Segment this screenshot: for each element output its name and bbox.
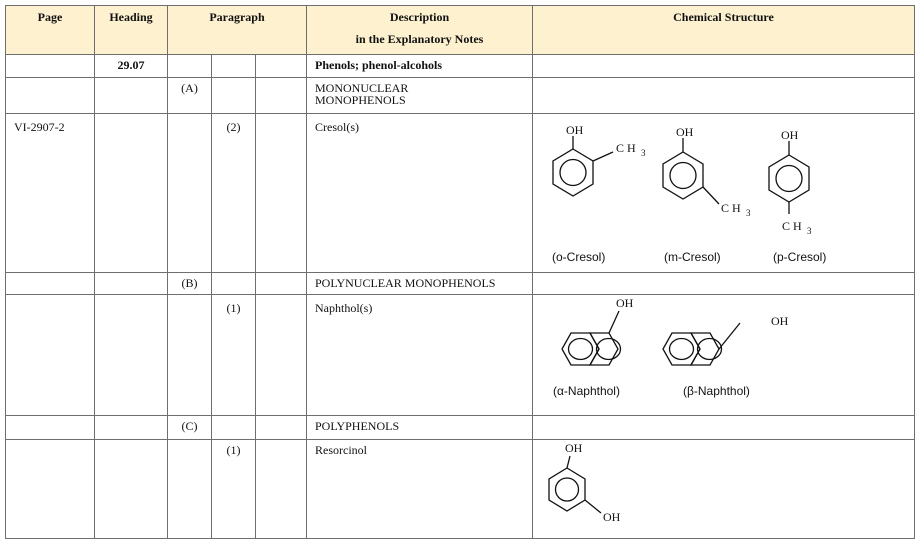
p-cresol-caption: (p-Cresol) [773, 250, 827, 264]
page-cell [6, 295, 95, 416]
structure-cell [533, 78, 915, 114]
structure-cell [533, 114, 915, 273]
heading-cell [95, 416, 168, 440]
paragraph-cell: (B) [168, 273, 212, 295]
paragraph-cell [168, 55, 212, 78]
table-row [6, 55, 915, 78]
explanatory-notes-table [5, 5, 915, 539]
paragraph-cell: (1) [212, 295, 256, 416]
p-cresol-structure [769, 141, 809, 214]
paragraph-cell [256, 440, 307, 539]
alpha-naphthol-caption: (α-Naphthol) [553, 384, 620, 398]
header-heading: Heading [95, 6, 168, 55]
paragraph-cell [256, 273, 307, 295]
o-cresol-structure [553, 136, 613, 196]
description-cell: POLYNUCLEAR MONOPHENOLS [307, 273, 533, 295]
header-description: Description in the Explanatory Notes [307, 6, 533, 55]
description-cell: POLYPHENOLS [307, 416, 533, 440]
paragraph-cell: (A) [168, 78, 212, 114]
heading-cell [95, 78, 168, 114]
paragraph-cell [212, 273, 256, 295]
paragraph-cell: (2) [212, 114, 256, 273]
paragraph-cell [168, 295, 212, 416]
o-cresol-caption: (o-Cresol) [552, 250, 606, 264]
paragraph-cell [256, 55, 307, 78]
naphthol-structures [533, 295, 913, 411]
table-row [6, 416, 915, 440]
paragraph-cell [256, 78, 307, 114]
heading-cell: 29.07 [95, 55, 168, 78]
heading-cell [95, 295, 168, 416]
structure-cell [533, 440, 915, 539]
structure-cell [533, 416, 915, 440]
page-cell: VI-2907-2 [6, 114, 95, 273]
ch3-label: C H [721, 201, 741, 215]
paragraph-cell [168, 440, 212, 539]
m-cresol-caption: (m-Cresol) [664, 250, 721, 264]
paragraph-cell: (C) [168, 416, 212, 440]
paragraph-cell [256, 416, 307, 440]
paragraph-cell [256, 295, 307, 416]
structure-cell [533, 295, 915, 416]
heading-cell [95, 440, 168, 539]
description-cell: Cresol(s) [307, 114, 533, 273]
page-cell [6, 273, 95, 295]
header-page: Page [6, 6, 95, 55]
alpha-naphthol-structure [562, 311, 621, 365]
paragraph-cell [212, 78, 256, 114]
oh-label: OH [565, 441, 583, 455]
ch3-label: C H [616, 141, 636, 155]
oh-label: OH [616, 296, 634, 310]
beta-naphthol-structure [663, 323, 740, 365]
structure-cell [533, 273, 915, 295]
page-cell [6, 416, 95, 440]
page-cell [6, 78, 95, 114]
page-cell [6, 440, 95, 539]
heading-cell [95, 273, 168, 295]
ch3-subscript: 3 [641, 148, 646, 158]
beta-naphthol-caption: (β-Naphthol) [683, 384, 750, 398]
heading-cell [95, 114, 168, 273]
cresol-structures [533, 114, 913, 268]
header-row [6, 6, 915, 55]
paragraph-cell [212, 416, 256, 440]
description-cell: Resorcinol [307, 440, 533, 539]
table-row [6, 440, 915, 539]
page-cell [6, 55, 95, 78]
oh-label: OH [781, 128, 799, 142]
m-cresol-structure [663, 138, 719, 204]
ch3-subscript: 3 [807, 226, 812, 236]
oh-label: OH [566, 123, 584, 137]
header-paragraph: Paragraph [168, 6, 307, 55]
table-row [6, 78, 915, 114]
paragraph-cell [256, 114, 307, 273]
header-chemical-structure: Chemical Structure [533, 6, 915, 55]
description-cell: MONONUCLEAR MONOPHENOLS [307, 78, 533, 114]
structure-cell [533, 55, 915, 78]
oh-label: OH [676, 125, 694, 139]
paragraph-cell: (1) [212, 440, 256, 539]
ch3-label: C H [782, 219, 802, 233]
description-cell: Phenols; phenol-alcohols [307, 55, 533, 78]
oh-label: OH [771, 314, 789, 328]
paragraph-cell [212, 55, 256, 78]
description-cell: Naphthol(s) [307, 295, 533, 416]
table-row [6, 295, 915, 416]
ch3-subscript: 3 [746, 208, 751, 218]
table-row [6, 114, 915, 273]
resorcinol-structure [533, 440, 913, 534]
oh-label: OH [603, 510, 621, 524]
paragraph-cell [168, 114, 212, 273]
table-row [6, 273, 915, 295]
